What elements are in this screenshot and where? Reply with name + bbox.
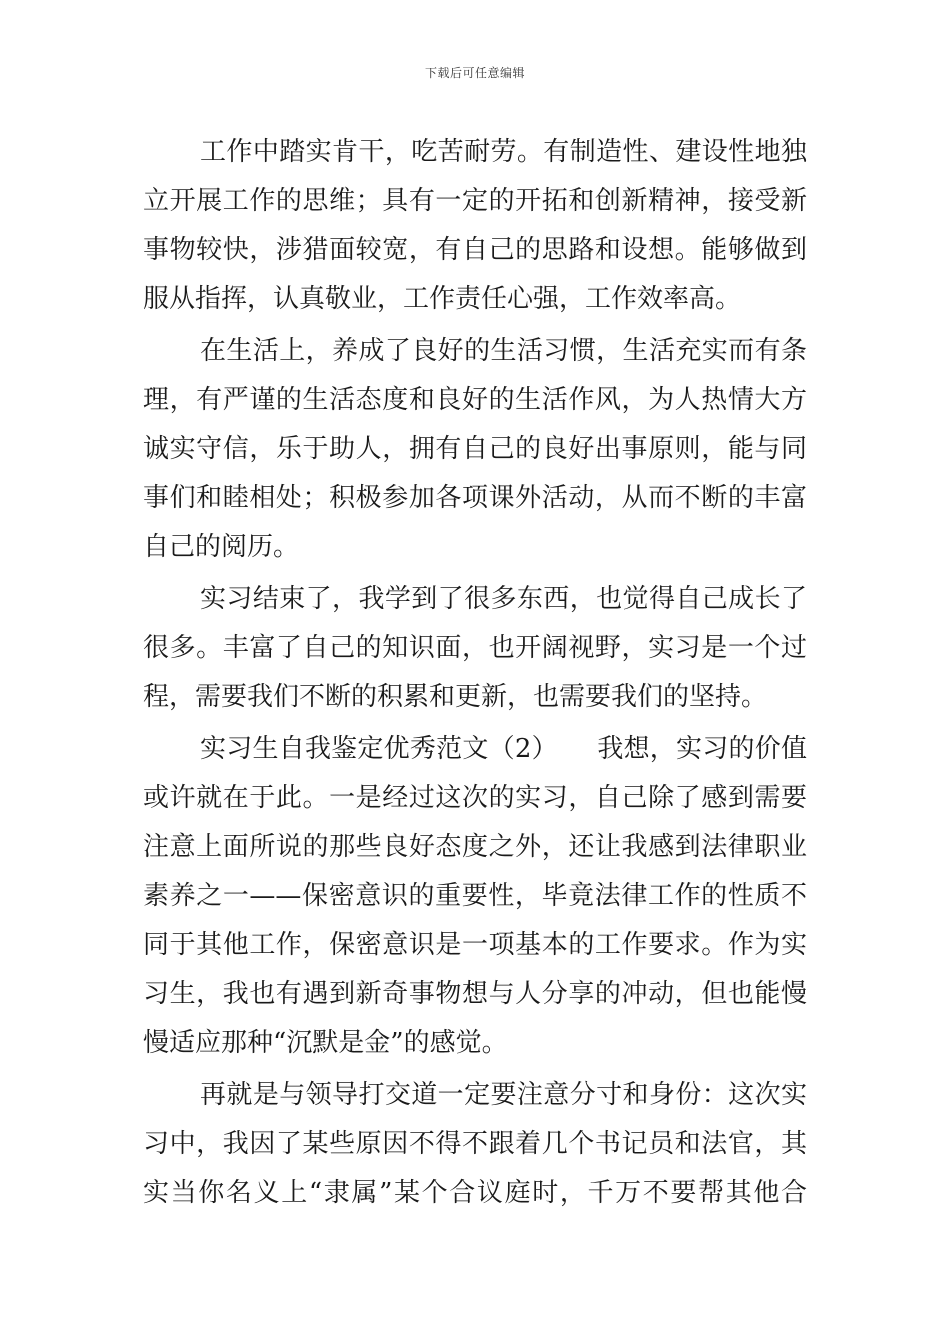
text-line: 或许就在于此。一是经过这次的实习，自己除了感到需要 [143, 783, 807, 813]
text-line: 在生活上，养成了良好的生活习惯，生活充实而有条 [200, 336, 807, 366]
paragraph [143, 725, 807, 1068]
text-line: 自己的阅历。 [143, 532, 300, 562]
paragraph [143, 128, 807, 324]
text-line: 理，有严谨的生活态度和良好的生活作风，为人热情大方 [143, 385, 807, 415]
text-line: 实习生自我鉴定优秀范文（2） 我想，实习的价值 [200, 734, 807, 764]
text-line: 事们和睦相处；积极参加各项课外活动，从而不断的丰富 [143, 483, 807, 513]
text-line: 同于其他工作，保密意识是一项基本的工作要求。作为实 [143, 930, 807, 960]
paragraph [143, 575, 807, 722]
text-line: 立开展工作的思维；具有一定的开拓和创新精神，接受新 [143, 186, 807, 216]
text-line: 诚实守信，乐于助人，拥有自己的良好出事原则，能与同 [143, 434, 807, 464]
text-line: 实当你名义上“隶属”某个合议庭时，千万不要帮其他合 [143, 1178, 807, 1208]
text-line: 事物较快，涉猎面较宽，有自己的思路和设想。能够做到 [143, 235, 807, 265]
text-line: 实习结束了，我学到了很多东西，也觉得自己成长了 [200, 584, 807, 614]
text-line: 慢适应那种“沉默是金”的感觉。 [143, 1028, 508, 1058]
text-line: 习中，我因了某些原因不得不跟着几个书记员和法官，其 [143, 1129, 807, 1159]
paragraph [143, 1071, 807, 1218]
text-line: 程，需要我们不断的积累和更新，也需要我们的坚持。 [143, 682, 768, 712]
text-line: 素养之一——保密意识的重要性，毕竟法律工作的性质不 [143, 881, 807, 911]
text-line: 工作中踏实肯干，吃苦耐劳。有制造性、建设性地独 [200, 137, 807, 167]
page-header: 下载后可任意编辑 [424, 66, 525, 80]
text-line: 服从指挥，认真敬业，工作责任心强，工作效率高。 [143, 284, 742, 314]
text-line: 习生，我也有遇到新奇事物想与人分享的冲动，但也能慢 [143, 979, 807, 1009]
paragraph [143, 327, 807, 572]
text-line: 再就是与领导打交道一定要注意分寸和身份：这次实 [200, 1080, 807, 1110]
document-body [143, 128, 807, 1218]
text-line: 注意上面所说的那些良好态度之外，还让我感到法律职业 [143, 832, 807, 862]
text-line: 很多。丰富了自己的知识面，也开阔视野，实习是一个过 [143, 633, 807, 663]
